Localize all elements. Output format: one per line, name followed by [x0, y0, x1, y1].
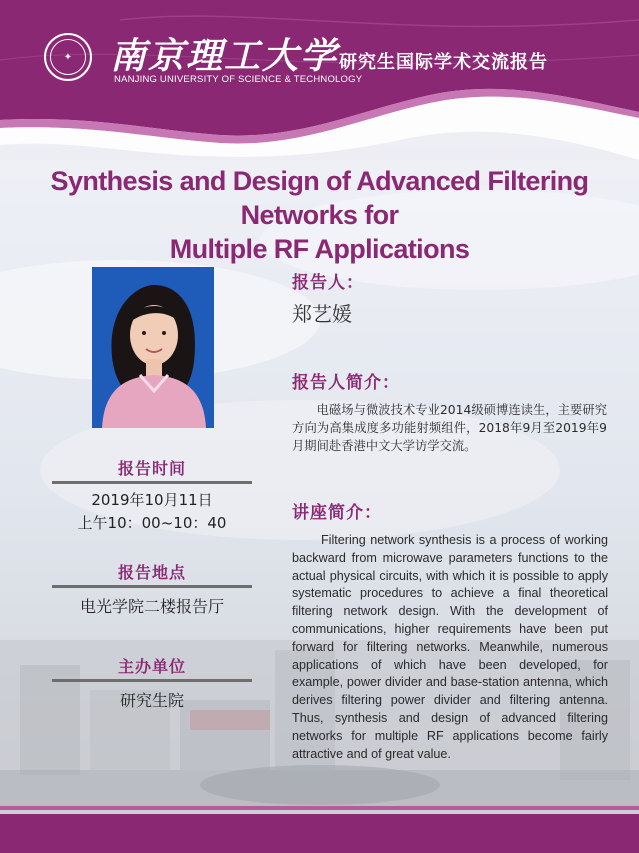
speaker-label: 报告人： — [292, 273, 364, 293]
location-value: 电光学院二楼报告厅 — [79, 597, 224, 616]
lecture-title-line2: Multiple RF Applications — [169, 234, 470, 264]
location-divider — [52, 585, 252, 588]
time-label: 报告时间 — [117, 459, 186, 478]
organizer-divider — [52, 679, 252, 682]
organizer-label: 主办单位 — [117, 657, 186, 676]
bio-label: 报告人简介： — [292, 373, 400, 393]
footer-accent-line — [0, 806, 639, 810]
lecture-title — [10, 164, 629, 266]
lecture-title-line1: Synthesis and Design of Advanced Filtering Networks for — [50, 166, 589, 230]
time-date: 2019年10月11日 — [91, 491, 213, 509]
location-label: 报告地点 — [117, 563, 186, 582]
university-name-cn: 南京理工大学 — [110, 35, 339, 77]
speaker-name: 郑艺媛 — [292, 302, 352, 326]
organizer-value: 研究生院 — [119, 691, 184, 710]
abstract-text: Filtering network synthesis is a process of working backward from microwave parameters functions to the actual physical circuits, with which it is possible to apply systematic procedures to achieve a final theoretical filtering network design. With the development of communications, higher requirements have been put forward for filtering networks. Meanwhile, numerous applications of which have been developed, for example, power divider and base-station antenna, which derives filtering power divider and filtering antenna. Thus, synthesis and design of advanced filtering networks for multiple RF applications become fairly attractive and of great value. — [292, 533, 608, 761]
time-hours: 上午10：00~10：40 — [77, 514, 227, 532]
bio-text: 电磁场与微波技术专业2014级硕博连读生，主要研究方向为高集成度多功能射频组件，2018年9月至2019年9月期间赴香港中文大学访学交流。 — [292, 403, 607, 453]
speaker-photo — [92, 267, 214, 428]
speaker-portrait — [92, 267, 214, 428]
university-name-en: NANJING UNIVERSITY OF SCIENCE & TECHNOLOGY — [114, 74, 363, 85]
seal-inner-ring: ✦ — [50, 39, 86, 75]
header-band — [0, 0, 639, 165]
university-seal-icon — [44, 33, 92, 81]
abstract-label: 讲座简介： — [292, 503, 382, 523]
footer-band — [0, 814, 639, 853]
series-title: 研究生国际学术交流报告 — [339, 52, 548, 73]
time-divider — [52, 481, 252, 484]
